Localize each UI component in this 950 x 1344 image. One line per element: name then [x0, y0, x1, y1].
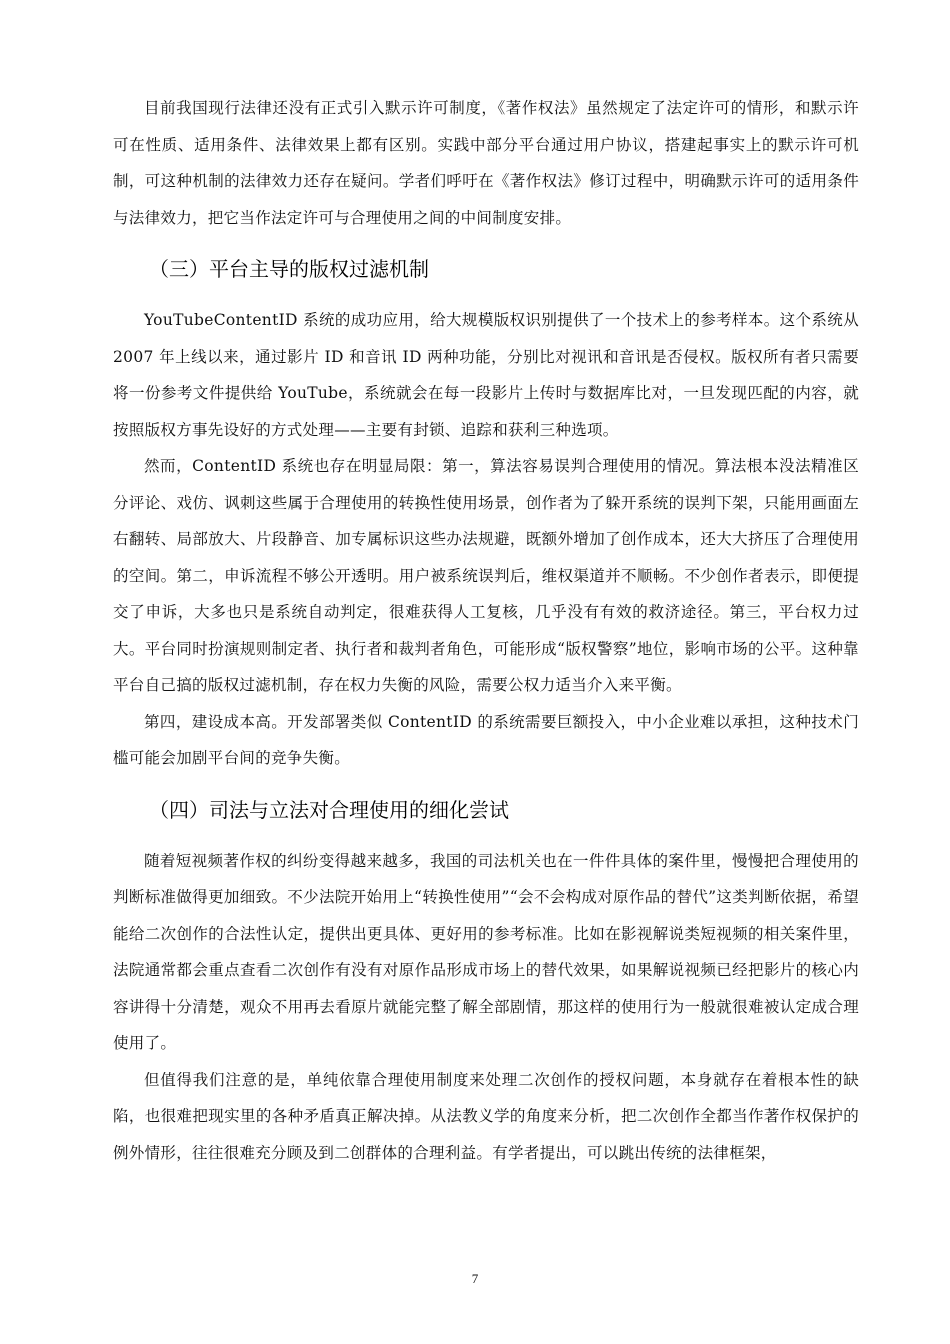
page-number: 7	[471, 1271, 479, 1286]
paragraph-judicial-practice: 随着短视频著作权的纠纷变得越来越多，我国的司法机关也在一件件具体的案件里，慢慢把合理使用的判断标准做得更加细致。不少法院开始用上“转换性使用”“会不会构成对原作品的替代”这类判断依据，希望能给二次创作的合法性认定，提供出更具体、更好用的参考标准。比如在影视解说类短视频的相关案件里，法院通常都会重点查看二次创作有没有对原作品形成市场上的替代效果，如果解说视频已经把影片的核心内容讲得十分清楚，观众不用再去看原片就能完整了解全部剧情，那这样的使用行为一般就很难被认定成合理使用了。	[113, 851, 859, 1052]
section-heading-3: （三）平台主导的版权过滤机制	[149, 257, 429, 281]
document-body	[113, 90, 859, 1171]
section-heading-4: （四）司法与立法对合理使用的细化尝试	[149, 797, 509, 822]
paragraph-contentid-cost: 第四，建设成本高。开发部署类似 ContentID 的系统需要巨额投入，中小企业难以承担，这种技术门槛可能会加剧平台间的竞争失衡。	[113, 712, 859, 767]
paragraph-contentid-limitations: 然而，ContentID 系统也存在明显局限：第一，算法容易误判合理使用的情况。算法根本没法精准区分评论、戏仿、讽刺这些属于合理使用的转换性使用场景，创作者为了躲开系统的误判下架，只能用画面左右翻转、局部放大、片段静音、加专属标识这些办法规避，既额外增加了创作成本，还大大挤压了合理使用的空间。第二，申诉流程不够公开透明。用户被系统误判后，维权渠道并不顺畅。不少创作者表示，即便提交了申诉，大多也只是系统自动判定，很难获得人工复核，几乎没有有效的救济途径。第三，平台权力过大。平台同时扮演规则制定者、执行者和裁判者角色，可能形成“版权警察”地位，影响市场的公平。这种靠平台自己搞的版权过滤机制，存在权力失衡的风险，需要公权力适当介入来平衡。	[113, 457, 859, 694]
paragraph-contentid-intro: YouTubeContentID 系统的成功应用，给大规模版权识别提供了一个技术上的参考样本。这个系统从 2007 年上线以来，通过影片 ID 和音讯 ID 两种功能，分别比对视讯和音讯是否侵权。版权所有者只需要将一份参考文件提供给 YouTube，系统就会在每一段影片上传时与数据库比对，一旦发现匹配的内容，就按照版权方事先设好的方式处理——主要有封锁、追踪和获利三种选项。	[113, 311, 859, 439]
paragraph-fair-use-limits: 但值得我们注意的是，单纯依靠合理使用制度来处理二次创作的授权问题，本身就存在着根本性的缺陷，也很难把现实里的各种矛盾真正解决掉。从法教义学的角度来分析，把二次创作全都当作著作权保护的例外情形，往往很难充分顾及到二创群体的合理利益。有学者提出，可以跳出传统的法律框架，	[113, 1070, 859, 1162]
paragraph-implied-license: 目前我国现行法律还没有正式引入默示许可制度，《著作权法》虽然规定了法定许可的情形，和默示许可在性质、适用条件、法律效果上都有区别。实践中部分平台通过用户协议，搭建起事实上的默示许可机制，可这种机制的法律效力还存在疑问。学者们呼吁在《著作权法》修订过程中，明确默示许可的适用条件与法律效力，把它当作法定许可与合理使用之间的中间制度安排。	[113, 99, 859, 227]
